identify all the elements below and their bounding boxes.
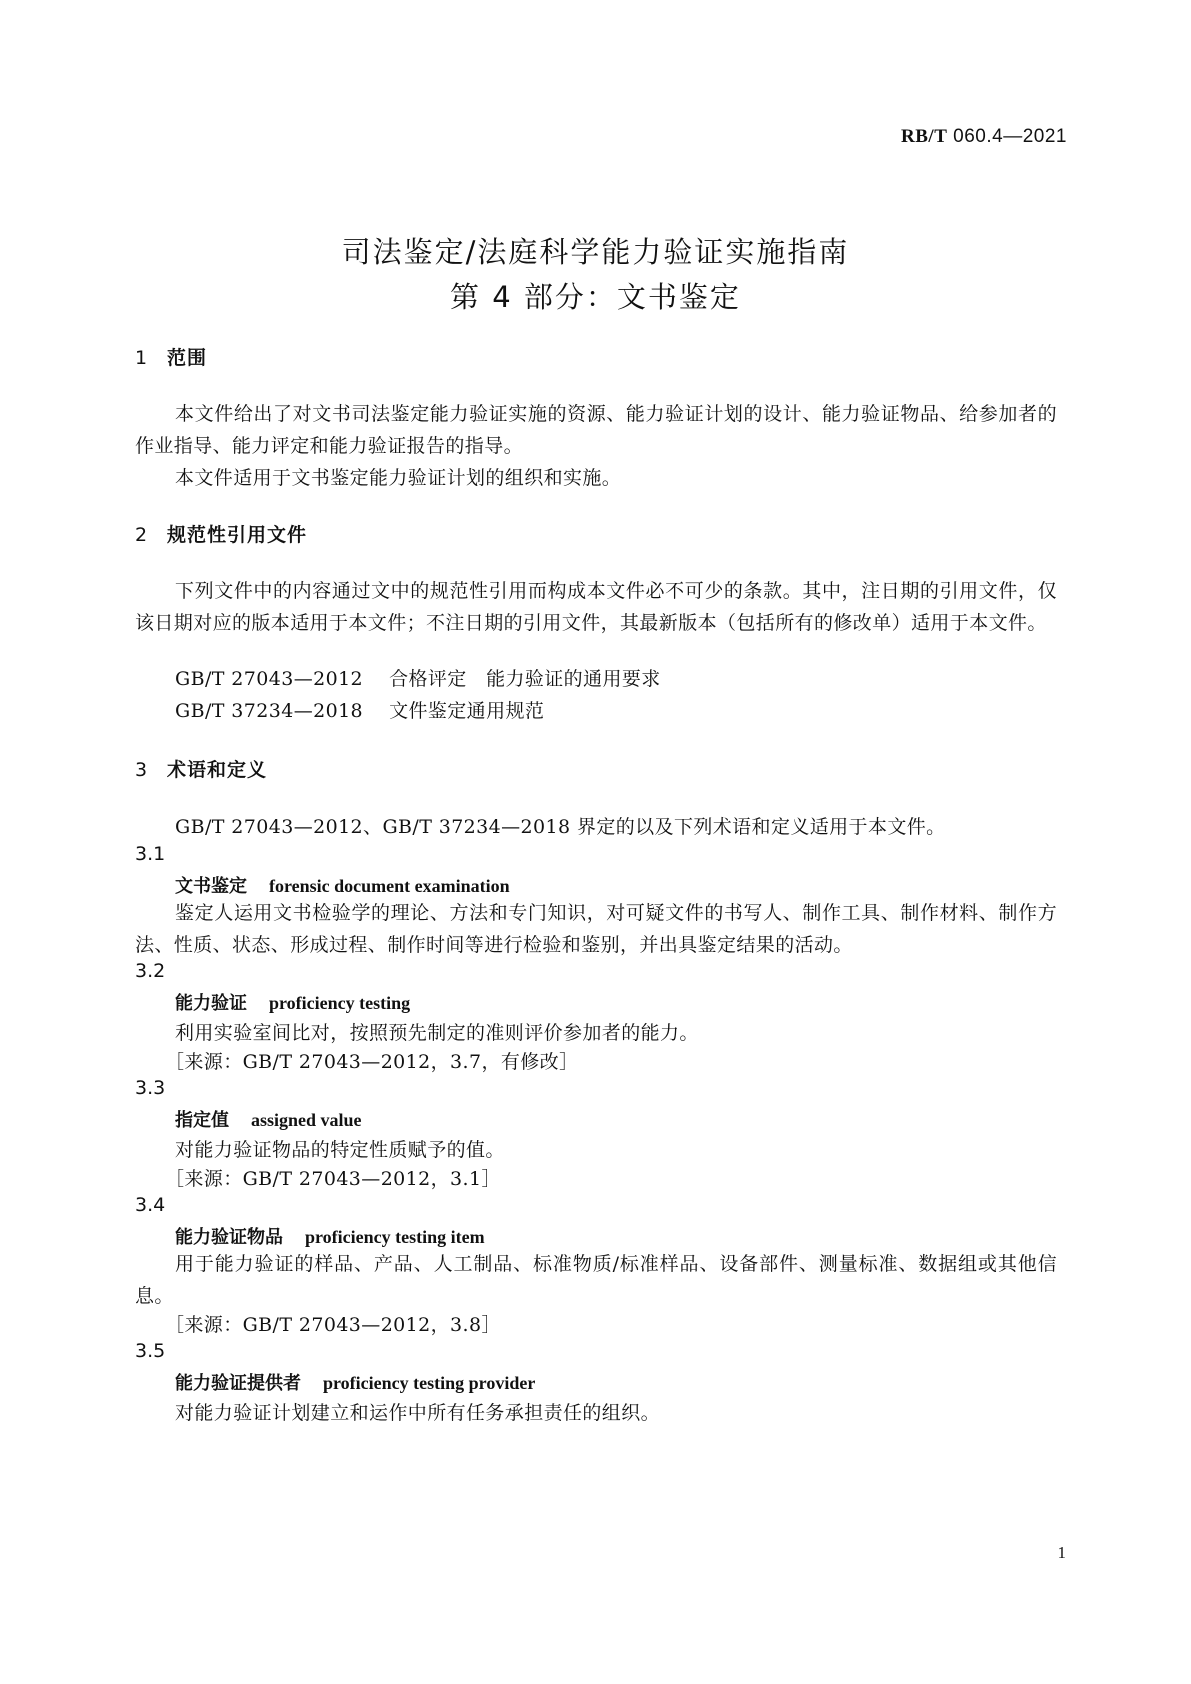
scope-paragraph-1: 本文件给出了对文书司法鉴定能力验证实施的资源、能力验证计划的设计、能力验证物品、给参加者的作业指导、能力评定和能力验证报告的指导。 — [135, 403, 1057, 457]
reference-code: GB/T 37234—2018 — [175, 700, 364, 722]
reference-title: 合格评定 能力验证的通用要求 — [389, 668, 661, 690]
term-name-zh: 能力验证物品 — [175, 1227, 283, 1248]
section-title: 术语和定义 — [167, 759, 268, 781]
term-number: 3.4 — [135, 1194, 166, 1216]
terms-intro: GB/T 27043—2012、GB/T 37234—2018 界定的以及下列术语和定义适用于本文件。 — [175, 816, 946, 838]
section-heading-terms — [135, 755, 267, 782]
term-source: ［来源：GB/T 27043—2012，3.8］ — [165, 1314, 501, 1336]
term-name — [175, 1106, 362, 1132]
term-definition: 鉴定人运用文书检验学的理论、方法和专门知识，对可疑文件的书写人、制作工具、制作材料、制作方法、性质、状态、形成过程、制作时间等进行检验和鉴别，并出具鉴定结果的活动。 — [135, 902, 1057, 956]
term-name — [175, 1369, 535, 1395]
term-definition: 对能力验证物品的特定性质赋予的值。 — [175, 1139, 505, 1161]
standard-code — [901, 126, 1067, 148]
term-definition: 用于能力验证的样品、产品、人工制品、标准物质/标准样品、设备部件、测量标准、数据组或其他信息。 — [135, 1253, 1057, 1307]
standard-code-prefix: RB/T — [901, 126, 948, 147]
term-name-zh: 能力验证 — [175, 993, 247, 1014]
section-number: 2 — [135, 524, 149, 546]
document-title: 司法鉴定/法庭科学能力验证实施指南 — [341, 235, 850, 269]
term-name — [175, 872, 510, 898]
term-name-zh: 文书鉴定 — [175, 876, 247, 897]
reference-item — [175, 664, 661, 691]
term-name-en: proficiency testing provider — [323, 1373, 536, 1393]
term-source: ［来源：GB/T 27043—2012，3.7，有修改］ — [165, 1051, 579, 1073]
term-source: ［来源：GB/T 27043—2012，3.1］ — [165, 1168, 501, 1190]
scope-paragraph-2: 本文件适用于文书鉴定能力验证计划的组织和实施。 — [175, 467, 622, 489]
section-title: 规范性引用文件 — [167, 524, 308, 546]
term-name-en: proficiency testing item — [305, 1227, 485, 1247]
term-name — [175, 989, 410, 1015]
section-number: 1 — [135, 347, 149, 369]
standard-code-number: 060.4—2021 — [953, 126, 1067, 147]
section-heading-normative-references — [135, 520, 307, 547]
term-name-en: forensic document examination — [269, 876, 510, 896]
term-number: 3.3 — [135, 1077, 166, 1099]
document-subtitle: 第 4 部分：文书鉴定 — [450, 280, 741, 314]
section-number: 3 — [135, 759, 149, 781]
term-name-en: assigned value — [251, 1110, 362, 1130]
section-heading-scope — [135, 343, 207, 370]
term-number: 3.1 — [135, 843, 166, 865]
reference-item — [175, 696, 544, 723]
page-number: 1 — [1057, 1543, 1066, 1562]
term-name-en: proficiency testing — [269, 993, 411, 1013]
references-paragraph: 下列文件中的内容通过文中的规范性引用而构成本文件必不可少的条款。其中，注日期的引用文件，仅该日期对应的版本适用于本文件；不注日期的引用文件，其最新版本（包括所有的修改单）适用于本文件。 — [135, 580, 1057, 634]
term-name-zh: 指定值 — [175, 1110, 229, 1131]
term-number: 3.2 — [135, 960, 166, 982]
term-name-zh: 能力验证提供者 — [175, 1373, 301, 1394]
section-title: 范围 — [167, 347, 208, 369]
term-number: 3.5 — [135, 1340, 166, 1362]
term-definition: 利用实验室间比对，按照预先制定的准则评价参加者的能力。 — [175, 1022, 699, 1044]
reference-title: 文件鉴定通用规范 — [389, 700, 545, 722]
term-name — [175, 1223, 485, 1249]
term-definition: 对能力验证计划建立和运作中所有任务承担责任的组织。 — [175, 1402, 661, 1424]
reference-code: GB/T 27043—2012 — [175, 668, 364, 690]
